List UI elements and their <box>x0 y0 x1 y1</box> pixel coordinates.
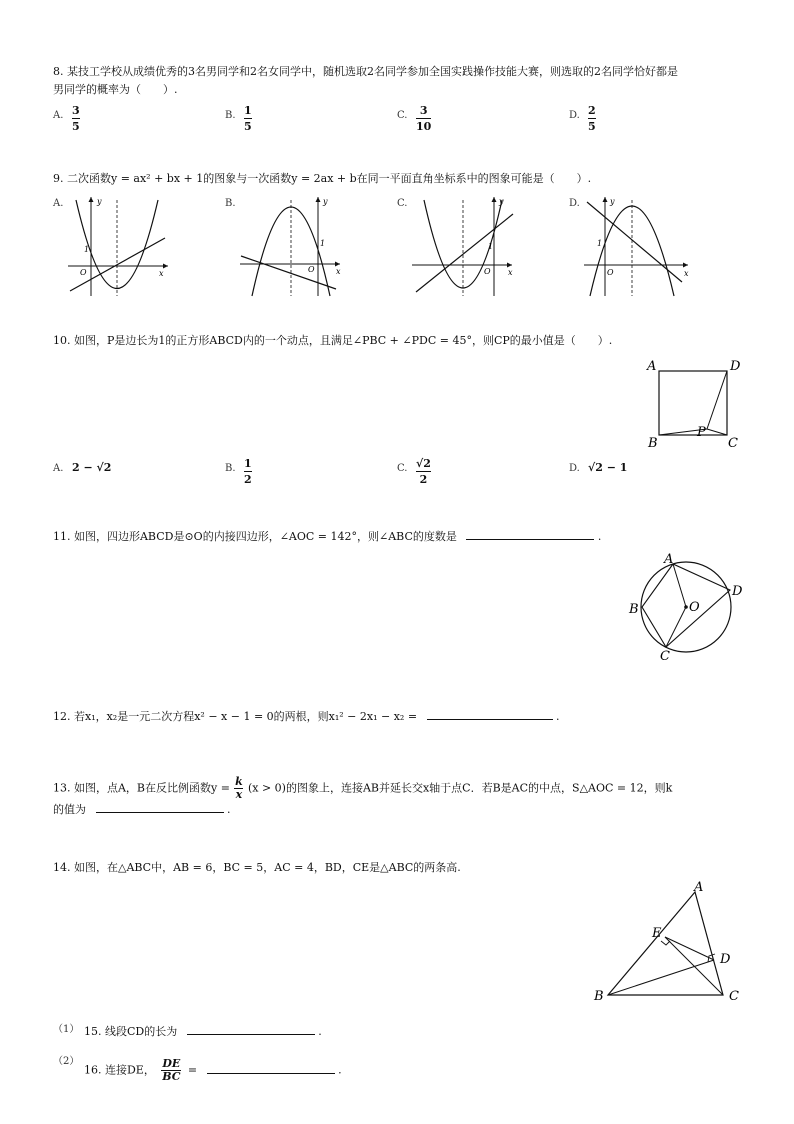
label-a: A <box>664 552 674 567</box>
q13-stem-row <box>53 776 672 801</box>
q8-option-c-label[interactable]: C. <box>397 110 408 121</box>
label-p: P <box>697 425 706 440</box>
q10-option-b-label[interactable]: B. <box>225 463 236 474</box>
q10-square-figure <box>640 352 750 454</box>
q10-option-c-fraction[interactable] <box>416 457 431 486</box>
label-d: D <box>732 584 743 599</box>
y-arrow-icon <box>492 197 497 202</box>
origin-label: O <box>308 265 315 274</box>
one-label: 1 <box>320 239 326 248</box>
q14-sub2-stem: 16. 连接DE， <box>84 1063 155 1077</box>
q10-option-d-value[interactable]: √2 − 1 <box>588 461 628 474</box>
denominator: x <box>235 788 243 801</box>
q8-stem-line2: 男同学的概率为（ ）. <box>53 83 178 96</box>
x-arrow-icon <box>683 263 688 268</box>
y-label: y <box>499 197 504 206</box>
y-arrow-icon <box>89 197 94 202</box>
q9-option-b-label[interactable]: B. <box>225 198 236 209</box>
denominator: 2 <box>244 473 252 486</box>
q8-option-b-fraction[interactable] <box>244 104 252 133</box>
q10-option-a-label[interactable]: A. <box>53 463 64 474</box>
q14-sub1-answer-blank[interactable] <box>187 1022 315 1035</box>
y-label: y <box>610 197 615 206</box>
q9-stem: 9. 二次函数y = ax² + bx + 1的图象与一次函数y = 2ax + b在同一平面直角坐标系中的图象可能是（ ）. <box>53 172 592 185</box>
denominator: 2 <box>419 473 428 486</box>
q14-sub1-row <box>84 1022 322 1042</box>
label-a: A <box>694 880 704 895</box>
numerator: DE <box>162 1057 181 1070</box>
x-arrow-icon <box>163 264 168 269</box>
q14-triangle-figure <box>590 880 750 1006</box>
q13-line2: 的值为 <box>53 803 86 816</box>
q11-end: . <box>597 530 602 543</box>
x-arrow-icon <box>507 263 512 268</box>
origin-label: O <box>80 268 87 277</box>
q14-sub2-end: . <box>338 1063 342 1077</box>
q10-option-a-value[interactable]: 2 − √2 <box>72 461 112 474</box>
y-label: y <box>323 197 328 206</box>
q14-sub1-end: . <box>318 1025 322 1038</box>
origin-label: O <box>484 267 491 276</box>
x-label: x <box>684 269 689 278</box>
x-label: x <box>159 269 164 278</box>
q14-sub1-index: （1） <box>53 1024 80 1035</box>
q8-option-c-fraction[interactable] <box>416 104 431 133</box>
triangle-abc <box>608 892 723 995</box>
y-arrow-icon <box>316 197 321 202</box>
segment-oc <box>666 607 686 647</box>
denominator: BC <box>162 1070 181 1083</box>
q14-sub2-eq: = <box>187 1063 198 1077</box>
q8-option-b-label[interactable]: B. <box>225 110 236 121</box>
q9-graph-a[interactable] <box>66 192 176 298</box>
q14-sub2-row <box>84 1058 342 1083</box>
one-label: 1 <box>84 245 90 254</box>
q8-option-a-fraction[interactable] <box>72 104 80 133</box>
x-arrow-icon <box>335 262 340 267</box>
q13-stem-b: (x > 0)的图象上，连接AB并延长交x轴于点C．若B是AC的中点，S△AOC = 12，则k <box>247 781 673 795</box>
one-label: 1 <box>597 239 603 248</box>
segment-de <box>665 937 714 960</box>
q11-stem-row <box>53 527 601 547</box>
q8-option-d-fraction[interactable] <box>588 104 596 133</box>
y-label: y <box>97 197 102 206</box>
q9-graph-c[interactable] <box>410 192 520 298</box>
right-angle-e-icon <box>661 941 670 945</box>
label-b: B <box>648 436 658 451</box>
numerator: 3 <box>419 104 428 117</box>
numerator: 1 <box>244 104 252 117</box>
q9-option-c-label[interactable]: C. <box>397 198 408 209</box>
q10-option-b-fraction[interactable] <box>244 457 252 486</box>
q8-option-a-label[interactable]: A. <box>53 110 64 121</box>
q13-end: . <box>227 803 231 816</box>
label-d: D <box>730 359 741 374</box>
label-c: C <box>729 989 739 1004</box>
x-label: x <box>508 268 513 277</box>
center-dot <box>684 605 688 609</box>
q14-sub2-answer-blank[interactable] <box>207 1061 335 1074</box>
one-label: 1 <box>488 242 494 251</box>
q9-option-d-label[interactable]: D. <box>569 198 580 209</box>
q10-option-c-label[interactable]: C. <box>397 463 408 474</box>
denominator: 5 <box>72 120 80 133</box>
q13-k-over-x-fraction <box>234 776 243 801</box>
denominator: 5 <box>588 120 596 133</box>
label-b: B <box>629 602 639 617</box>
numerator: √2 <box>416 457 431 470</box>
q12-answer-blank[interactable] <box>427 707 553 720</box>
q10-option-d-label[interactable]: D. <box>569 463 580 474</box>
altitude-bd <box>608 960 714 995</box>
label-d: D <box>720 952 731 967</box>
square-abcd <box>659 371 727 435</box>
q11-stem: 11. 如图，四边形ABCD是⊙O的内接四边形，∠AOC = 142°，则∠ABC的度数是 <box>53 530 457 543</box>
label-b: B <box>594 989 604 1004</box>
q14-de-over-bc-fraction <box>161 1058 181 1083</box>
segment-pc <box>707 429 727 435</box>
q14-stem: 14. 如图，在△ABC中，AB = 6，BC = 5，AC = 4，BD，CE是△ABC的两条高. <box>53 861 461 874</box>
denominator: 10 <box>416 120 432 133</box>
label-c: C <box>660 649 670 664</box>
q8-option-d-label[interactable]: D. <box>569 110 580 121</box>
q12-end: . <box>556 710 560 723</box>
q11-answer-blank[interactable] <box>466 527 594 540</box>
numerator: k <box>235 775 243 788</box>
segment-pd <box>707 371 727 429</box>
q9-option-a-label[interactable]: A. <box>53 198 64 209</box>
q11-circle-figure <box>620 552 750 664</box>
numerator: 1 <box>244 457 252 470</box>
q9-graph-d[interactable] <box>582 192 694 298</box>
numerator: 3 <box>72 104 80 117</box>
q13-answer-blank[interactable] <box>96 800 224 813</box>
q12-stem: 12. 若x₁，x₂是一元二次方程x² − x − 1 = 0的两根，则x₁² − 2x₁ − x₂ = <box>53 710 418 723</box>
label-a: A <box>647 359 657 374</box>
altitude-ce <box>665 937 723 995</box>
q14-sub1-stem: 15. 线段CD的长为 <box>84 1025 178 1038</box>
q14-sub2-index: （2） <box>53 1056 80 1067</box>
segment-ao <box>673 564 686 607</box>
q13-line2-row <box>53 800 231 820</box>
label-o: O <box>689 600 700 615</box>
numerator: 2 <box>588 104 596 117</box>
label-c: C <box>728 436 738 451</box>
denominator: 5 <box>244 120 252 133</box>
q8-stem-line1: 8. 某技工学校从成绩优秀的3名男同学和2名女同学中，随机选取2名同学参加全国实践操作技能大赛，则选取的2名同学恰好都是 <box>53 65 678 78</box>
q13-stem-a: 13. 如图，点A，B在反比例函数y = <box>53 781 230 795</box>
x-label: x <box>336 267 341 276</box>
y-arrow-icon <box>603 197 608 202</box>
q9-graph-b[interactable] <box>238 192 348 298</box>
label-e: E <box>652 926 662 941</box>
q12-stem-row <box>53 707 560 727</box>
q10-stem: 10. 如图，P是边长为1的正方形ABCD内的一个动点，且满足∠PBC + ∠PDC = 45°，则CP的最小值是（ ）. <box>53 334 613 347</box>
origin-label: O <box>607 268 614 277</box>
